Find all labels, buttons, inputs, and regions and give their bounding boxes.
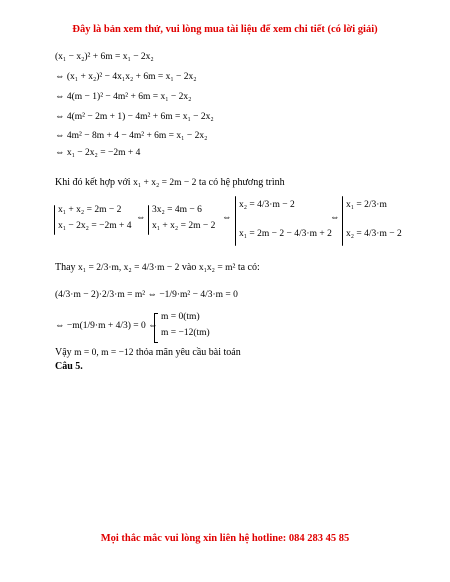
substitute-values: x₁ = 2/3·m, x₂ = 4/3·m − 2 [78,263,180,273]
equivalence-arrow: ⇔ [222,213,232,223]
system-3-line-1: x₂ = 4/3·m − 2 [239,200,295,210]
step-line: ⇔ 4(m² − 2m + 1) − 4m² + 6m = x₁ − 2x₂ [55,112,214,122]
substitute-sentence [55,262,260,273]
substitute-word: ta có: [237,262,260,273]
step-line: ⇔ x₁ − 2x₂ = −2m + 4 [55,148,141,158]
equivalence-arrow: ⇔ [330,213,340,223]
system-2-line-1: 3x₂ = 4m − 6 [152,205,202,215]
system-3-line-2: x₁ = 2m − 2 − 4/3·m + 2 [239,229,332,239]
system-2-line-2: x₁ + x₂ = 2m − 2 [152,221,216,231]
conclusion-sentence [55,347,241,358]
step-line: (x₁ − x₂)² + 6m = x₁ − 2x₂ [55,52,154,62]
combine-sentence [55,177,285,188]
case-bracket [154,313,158,343]
combine-expr: x₁ + x₂ = 2m − 2 [133,178,197,188]
combine-prefix: Khi đó kết hợp với [55,177,131,188]
system-brace [148,205,149,235]
hotline-footer: Mọi thắc mắc vui lòng xin liên hệ hotline: 084 283 45 85 [100,533,350,544]
substitute-condition: x₁x₂ = m² [198,263,236,273]
substitute-word: vào [181,262,197,273]
conclusion-values: m = 0, m = −12 [74,348,134,358]
system-1-line-1: x₁ + x₂ = 2m − 2 [58,205,122,215]
system-brace [54,205,55,235]
preview-banner: Đây là bản xem thử, vui lòng mua tài liệu để xem chi tiết (có lời giải) [72,24,378,35]
system-brace [235,196,236,246]
case-solution: m = −12(tm) [161,328,210,338]
case-solution: m = 0(tm) [161,312,200,322]
system-brace [342,196,343,246]
next-question-label: Câu 5. [55,361,83,372]
conclusion-tail: thỏa mãn yêu cầu bài toán [136,347,241,358]
equation-line: ⇔ −m(1/9·m + 4/3) = 0 ⇔ [55,321,158,331]
step-line: ⇔ 4(m − 1)² − 4m² + 6m = x₁ − 2x₂ [55,92,192,102]
equivalence-arrow: ⇔ [136,213,146,223]
system-4-line-2: x₂ = 4/3·m − 2 [346,229,402,239]
substitute-word: Thay [55,262,76,273]
step-line: ⇔ (x₁ + x₂)² − 4x₁x₂ + 6m = x₁ − 2x₂ [55,72,197,82]
system-1-line-2: x₁ − 2x₂ = −2m + 4 [58,221,132,231]
system-4-line-1: x₁ = 2/3·m [346,200,387,210]
conclusion-word: Vậy [55,347,72,358]
equation-line: (4/3·m − 2)·2/3·m = m² ⇔ −1/9·m² − 4/3·m = 0 [55,290,238,300]
step-line: ⇔ 4m² − 8m + 4 − 4m² + 6m = x₁ − 2x₂ [55,131,208,141]
combine-suffix: ta có hệ phương trình [198,177,285,188]
